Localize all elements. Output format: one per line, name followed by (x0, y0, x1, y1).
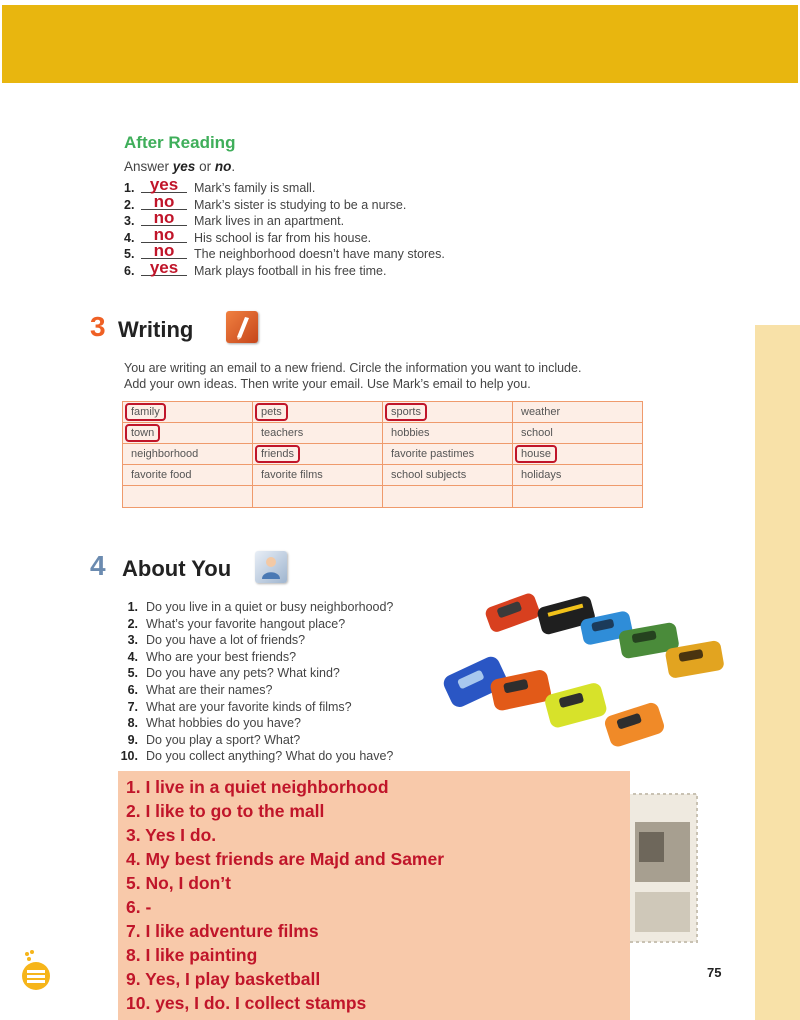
table-cell (513, 402, 643, 423)
handwritten-answer: 3. Yes I do. (126, 825, 217, 845)
writing-section-number: 3 (90, 311, 106, 342)
question-text: Do you have any pets? What kind? (146, 666, 340, 681)
handwritten-answer: 7. I like adventure films (126, 921, 319, 941)
item-number: 5. (124, 247, 135, 262)
writing-section-title: Writing (118, 317, 194, 342)
table-cell (253, 402, 383, 423)
question-number: 2. (127, 616, 138, 631)
topic-text: hobbies (391, 427, 430, 439)
about-section-number: 4 (90, 550, 106, 581)
handwritten-answer: 5. No, I don’t (126, 873, 231, 893)
table-cell (383, 486, 513, 508)
table-cell (123, 423, 253, 444)
logo-icon (18, 948, 54, 999)
side-strip (755, 325, 800, 1020)
question-text: What’s your favorite hangout place? (146, 616, 346, 631)
item-number: 6. (124, 263, 135, 278)
topic-text: favorite pastimes (391, 448, 475, 460)
topic-text: favorite films (261, 469, 323, 481)
topic-text: weather (521, 406, 561, 418)
handwritten-answer: no (153, 191, 175, 211)
stamp-photo (625, 792, 700, 952)
question-text: Who are your best friends? (146, 649, 297, 664)
table-cell (383, 423, 513, 444)
circled-topic: sports (385, 403, 427, 421)
toy-cars-photo (437, 586, 727, 766)
topic-text: teachers (261, 427, 304, 439)
handwritten-answer: no (153, 241, 175, 261)
after-reading-instruction: Answer yes or no. (124, 159, 236, 174)
handwritten-answer: 9. Yes, I play basketball (126, 969, 321, 989)
handwritten-answer: yes (149, 175, 179, 194)
handwritten-answer: no (153, 208, 175, 228)
table-row (123, 465, 643, 486)
question-number: 7. (127, 699, 138, 714)
page-number: 75 (707, 965, 722, 980)
statement-text: Mark plays football in his free time. (194, 263, 387, 278)
handwritten-answer: 4. My best friends are Majd and Samer (126, 849, 445, 869)
circled-topic: town (125, 424, 160, 442)
table-row (123, 423, 643, 444)
statement-text: Mark’s sister is studying to be a nurse. (194, 197, 407, 212)
item-number: 1. (124, 181, 135, 195)
writing-topics-table (122, 401, 643, 508)
table-row (123, 402, 643, 423)
statement-text: The neighborhood doesn’t have many stores. (194, 247, 445, 262)
about-you-answers (126, 777, 444, 1017)
circled-topic: friends (255, 445, 300, 463)
table-cell (513, 444, 643, 465)
question-number: 8. (127, 716, 138, 731)
handwritten-answer: 6. - (126, 897, 152, 917)
table-cell (253, 486, 383, 508)
pencil-icon (226, 311, 258, 343)
question-text: What are their names? (146, 682, 273, 697)
table-cell (123, 402, 253, 423)
question-number: 5. (127, 666, 138, 681)
table-cell (513, 486, 643, 508)
table-cell (383, 402, 513, 423)
table-cell (123, 465, 253, 486)
statement-text: Mark’s family is small. (194, 181, 316, 195)
writing-instructions: You are writing an email to a new friend. Circle the information you want to include. Add your own ideas. Then write your email. Use Mark’s email to help you. (124, 361, 582, 391)
circled-topic: house (515, 445, 557, 463)
question-number: 9. (127, 732, 138, 747)
topic-text: favorite food (131, 469, 192, 481)
topic-text: school subjects (391, 469, 467, 481)
question-text: Do you collect anything? What do you have? (146, 749, 394, 764)
question-number: 10. (120, 749, 138, 764)
handwritten-answer: 1. I live in a quiet neighborhood (126, 777, 389, 797)
handwritten-answer: no (153, 224, 175, 244)
question-number: 6. (127, 682, 138, 697)
after-reading-title: After Reading (124, 133, 236, 152)
handwritten-answer: yes (149, 257, 179, 277)
table-row (123, 486, 643, 508)
table-cell (383, 465, 513, 486)
question-number: 4. (127, 649, 138, 664)
topic-text: neighborhood (131, 448, 199, 460)
question-text: Do you live in a quiet or busy neighborhood? (146, 600, 394, 614)
person-icon (255, 551, 287, 583)
statement-text: Mark lives in an apartment. (194, 214, 345, 229)
table-cell (513, 465, 643, 486)
circled-topic: pets (255, 403, 288, 421)
topic-text: school (521, 427, 553, 439)
table-cell (253, 444, 383, 465)
question-text: Do you have a lot of friends? (146, 633, 306, 648)
table-cell (253, 423, 383, 444)
handwritten-answer: 2. I like to go to the mall (126, 801, 325, 821)
statement-text: His school is far from his house. (194, 230, 372, 245)
item-number: 4. (124, 230, 135, 245)
question-number: 1. (127, 600, 138, 614)
item-number: 2. (124, 197, 135, 212)
table-cell (513, 423, 643, 444)
table-cell (383, 444, 513, 465)
table-cell (253, 465, 383, 486)
question-number: 3. (127, 633, 138, 648)
circled-topic: family (125, 403, 166, 421)
question-text: Do you play a sport? What? (146, 732, 301, 747)
handwritten-answer: 8. I like painting (126, 945, 258, 965)
table-cell (123, 444, 253, 465)
about-section-title: About You (122, 556, 232, 581)
question-text: What hobbies do you have? (146, 716, 301, 731)
item-number: 3. (124, 214, 135, 229)
table-cell (123, 486, 253, 508)
handwritten-answer: 10. yes, I do. I collect stamps (126, 993, 367, 1013)
question-text: What are your favorite kinds of films? (146, 699, 352, 714)
header-banner (2, 5, 798, 83)
topic-text: holidays (521, 469, 562, 481)
table-row (123, 444, 643, 465)
